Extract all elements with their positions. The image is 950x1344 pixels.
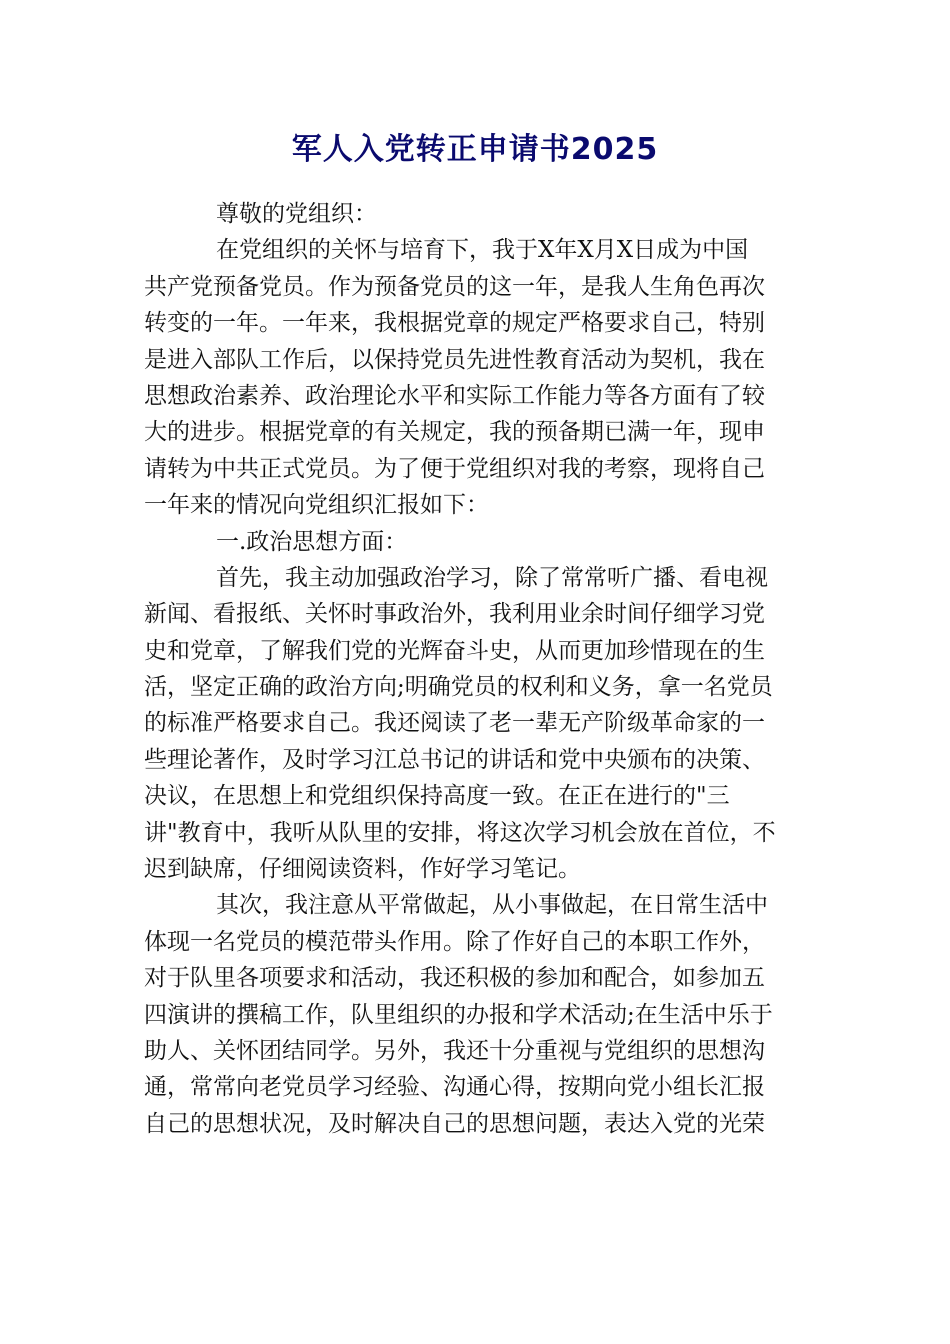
paragraph-line: 讲"教育中，我听从队里的安排，将这次学习机会放在首位，不 bbox=[144, 819, 776, 846]
paragraph-line: 其次，我注意从平常做起，从小事做起，在日常生活中 bbox=[216, 892, 768, 919]
paragraph-line: 首先，我主动加强政治学习，除了常常听广播、看电视 bbox=[216, 564, 768, 591]
paragraph-line: 对于队里各项要求和活动，我还积极的参加和配合，如参加五 bbox=[144, 965, 765, 992]
paragraph-line: 四演讲的撰稿工作，队里组织的办报和学术活动;在生活中乐于 bbox=[144, 1001, 773, 1028]
paragraph-line: 自己的思想状况，及时解决自己的思想问题，表达入党的光荣 bbox=[144, 1110, 765, 1137]
paragraph-line: 是进入部队工作后，以保持党员先进性教育活动为契机，我在 bbox=[144, 346, 765, 373]
paragraph-line: 转变的一年。一年来，我根据党章的规定严格要求自己，特别 bbox=[144, 310, 765, 337]
page-title: 军人入党转正申请书2025 bbox=[291, 132, 659, 167]
paragraph-line: 请转为中共正式党员。为了便于党组织对我的考察，现将自己 bbox=[144, 455, 765, 482]
paragraph-line: 活，坚定正确的政治方向;明确党员的权利和义务，拿一名党员 bbox=[144, 674, 773, 701]
document-body bbox=[144, 196, 806, 1142]
paragraph-line: 的标准严格要求自己。我还阅读了老一辈无产阶级革命家的一 bbox=[144, 710, 765, 737]
paragraph-line: 通，常常向老党员学习经验、沟通心得，按期向党小组长汇报 bbox=[144, 1074, 765, 1101]
paragraph-line: 一年来的情况向党组织汇报如下： bbox=[144, 492, 489, 519]
paragraph-line: 体现一名党员的模范带头作用。除了作好自己的本职工作外， bbox=[144, 928, 765, 955]
paragraph-line: 一.政治思想方面： bbox=[216, 528, 408, 555]
paragraph-line: 共产党预备党员。作为预备党员的这一年，是我人生角色再次 bbox=[144, 273, 765, 300]
paragraph-line: 尊敬的党组织： bbox=[216, 201, 377, 227]
paragraph-line: 在党组织的关怀与培育下，我于X年X月X日成为中国 bbox=[216, 237, 749, 264]
paragraph-line: 决议，在思想上和党组织保持高度一致。在正在进行的"三 bbox=[144, 783, 730, 810]
paragraph-line: 些理论著作，及时学习江总书记的讲话和党中央颁布的决策、 bbox=[144, 746, 765, 773]
paragraph-line: 新闻、看报纸、关怀时事政治外，我利用业余时间仔细学习党 bbox=[144, 601, 765, 628]
paragraph-line: 思想政治素养、政治理论水平和实际工作能力等各方面有了较 bbox=[144, 382, 765, 409]
paragraph-line: 助人、关怀团结同学。另外，我还十分重视与党组织的思想沟 bbox=[144, 1037, 765, 1064]
paragraph-line: 大的进步。根据党章的有关规定，我的预备期已满一年，现申 bbox=[144, 419, 765, 446]
paragraph-line: 史和党章，了解我们党的光辉奋斗史，从而更加珍惜现在的生 bbox=[144, 637, 765, 664]
paragraph-line: 迟到缺席，仔细阅读资料，作好学习笔记。 bbox=[144, 856, 581, 883]
